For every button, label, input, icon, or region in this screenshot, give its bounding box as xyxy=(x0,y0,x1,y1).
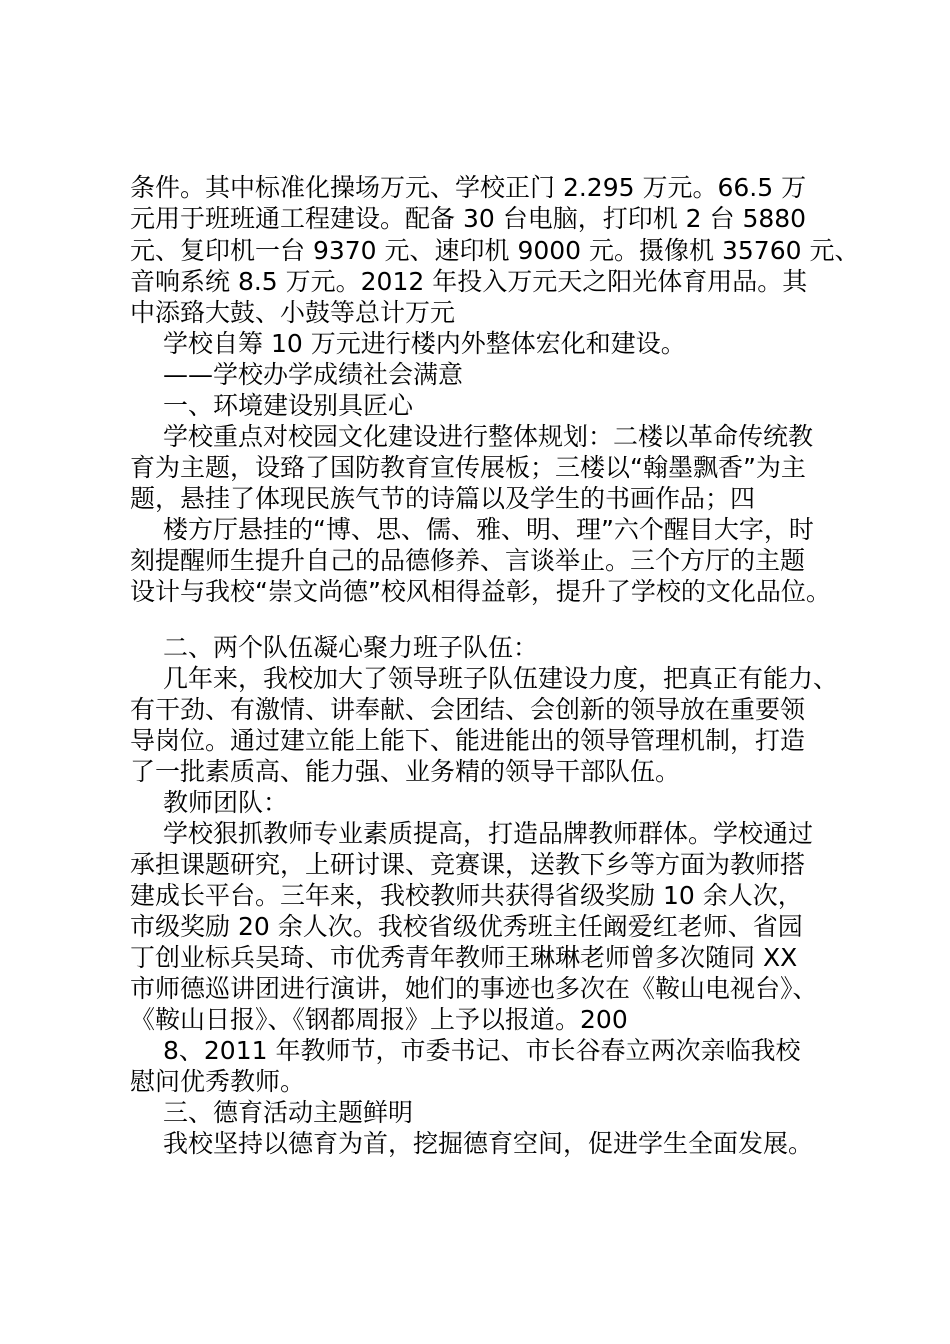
text-line: 中添臵大鼓、小鼓等总计万元 xyxy=(130,298,456,327)
section-subtitle: ——学校办学成绩社会满意 xyxy=(163,360,464,389)
text-line: 市师德巡讲团进行演讲，她们的事迹也多次在《鞍山电视台》、 xyxy=(130,974,818,1003)
text-line: 《鞍山日报》、《钢都周报》上予以报道。200 xyxy=(130,1005,628,1034)
text-line: 有干劲、有激情、讲奉献、会团结、会创新的领导放在重要领 xyxy=(130,695,806,724)
text-line: 元用于班班通工程建设。配备 30 台电脑，打印机 2 台 5880 xyxy=(130,204,807,233)
text-line: 题，悬挂了体现民族气节的诗篇以及学生的书画作品；四 xyxy=(130,484,756,513)
paragraph-line: 楼方厅悬挂的“博、思、儒、雅、明、理”六个醒目大字，时 xyxy=(163,515,814,544)
text-line: 导岗位。通过建立能上能下、能进能出的领导管理机制，打造 xyxy=(130,726,806,755)
text-line: 市级奖励 20 余人次。我校省级优秀班主任阚爱红老师、省园 xyxy=(130,912,803,941)
text-line: 设计与我校“崇文尚德”校风相得益彰，提升了学校的文化品位。 xyxy=(130,577,831,606)
paragraph-line: 学校重点对校园文化建设进行整体规划：二楼以革命传统教 xyxy=(163,422,814,451)
paragraph-line: 学校自筹 10 万元进行楼内外整体宏化和建设。 xyxy=(163,329,686,358)
text-line: 承担课题研究，上研讨课、竞赛课，送教下乡等方面为教师搭 xyxy=(130,850,806,879)
paragraph-line: 8、2011 年教师节，市委书记、市长谷春立两次亲临我校 xyxy=(163,1036,801,1065)
text-line: 了一批素质高、能力强、业务精的领导干部队伍。 xyxy=(130,757,681,786)
text-line: 慰问优秀教师。 xyxy=(130,1067,306,1096)
paragraph-line: 几年来，我校加大了领导班子队伍建设力度，把真正有能力、 xyxy=(163,664,839,693)
text-line: 建成长平台。三年来，我校教师共获得省级奖励 10 余人次， xyxy=(130,881,803,910)
text-line: 元、复印机一台 9370 元、速印机 9000 元。摄像机 35760 元、 xyxy=(130,236,860,265)
section-heading: 二、两个队伍凝心聚力班子队伍： xyxy=(163,633,539,662)
text-line: 条件。其中标准化操场万元、学校正门 2.295 万元。66.5 万 xyxy=(130,173,807,202)
paragraph-line: 学校狠抓教师专业素质提高，打造品牌教师群体。学校通过 xyxy=(163,819,814,848)
text-line: 育为主题，设臵了国防教育宣传展板；三楼以“翰墨飘香”为主 xyxy=(130,453,806,482)
section-heading: 三、德育活动主题鲜明 xyxy=(163,1098,414,1127)
section-subheading: 教师团队： xyxy=(163,788,289,817)
text-line: 刻提醒师生提升自己的品德修养、言谈举止。三个方厅的主题 xyxy=(130,546,806,575)
text-line: 丁创业标兵吴琦、市优秀青年教师王琳琳老师曾多次随同 XX xyxy=(130,943,798,972)
text-line: 音响系统 8.5 万元。2012 年投入万元天之阳光体育用品。其 xyxy=(130,267,808,296)
section-heading: 一、环境建设别具匠心 xyxy=(163,391,414,420)
paragraph-line: 我校坚持以德育为首，挖掘德育空间，促进学生全面发展。 xyxy=(163,1129,814,1158)
